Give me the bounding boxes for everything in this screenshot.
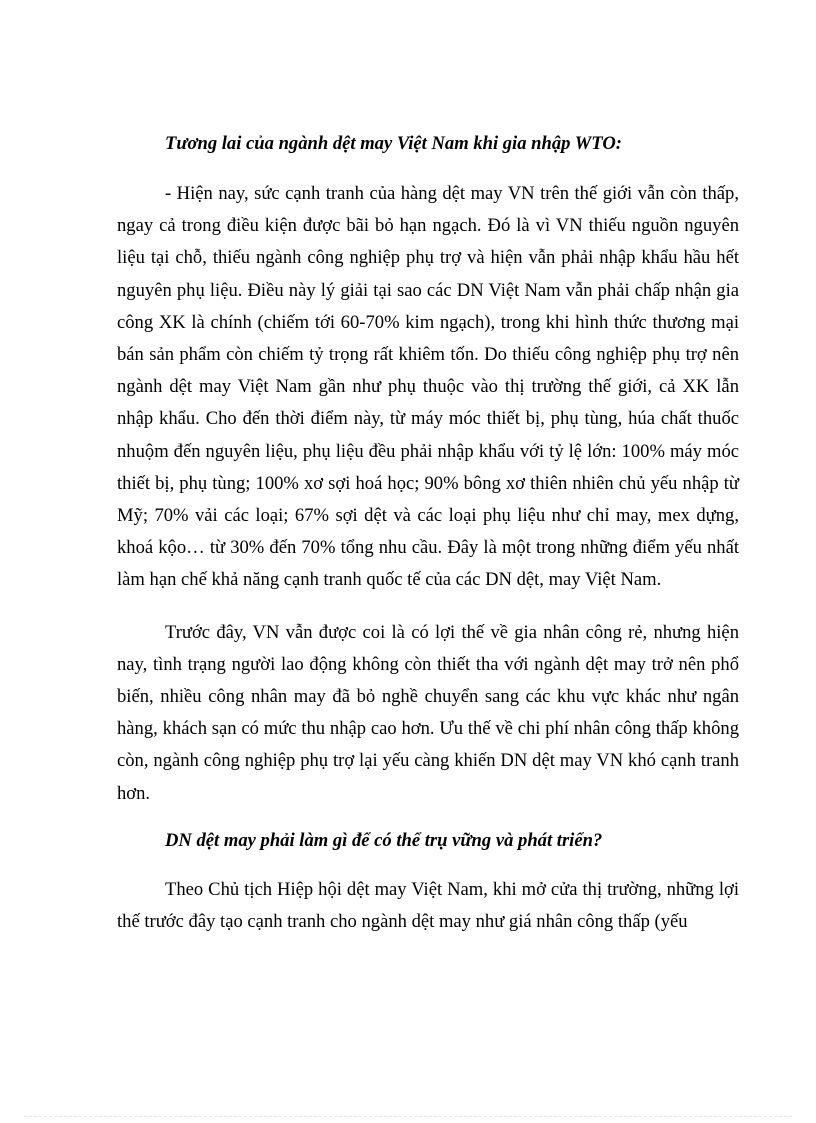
paragraph-labor-cost: Trước đây, VN vẫn được coi là có lợi thế về gia nhân công rẻ, nhưng hiện nay, tình trạng người lao động không còn thiết tha với ngành dệt may trở nên phổ biến, nhiều công nhân may đã bỏ nghề chuyển sang các khu vực khác như ngân hàng, khách sạn có mức thu nhập cao hơn. Ưu thế về chi phí nhân công thấp không còn, ngành công nghiệp phụ trợ lại yếu càng khiến DN dệt may VN khó cạnh tranh hơn. [117,621,739,804]
paragraph-association-chairman: Theo Chủ tịch Hiệp hội dệt may Việt Nam, khi mở cửa thị trường, những lợi thế trước đây tạo cạnh tranh cho ngành dệt may như giá nhân công thấp (yếu [117,878,739,933]
page-bottom-divider [24,1116,792,1117]
section-heading-wto-future: Tương lai của ngành dệt may Việt Nam khi gia nhập WTO: [165,133,622,154]
section-heading-what-to-do: DN dệt may phải làm gì để có thể trụ vững và phát triển? [165,829,603,851]
paragraph-competitiveness: - Hiện nay, sức cạnh tranh của hàng dệt may VN trên thế giới vẫn còn thấp, ngay cả trong điều kiện được bãi bỏ hạn ngạch. Đó là vì VN thiếu nguồn nguyên liệu tại chỗ, thiếu ngành công nghiệp phụ trợ và hiện vẫn phải nhập khẩu hầu hết nguyên phụ liệu. Điều này lý giải tại sao các DN Việt Nam vẫn phải chấp nhận gia công XK là chính (chiếm tới 60-70% kim ngạch), trong khi hình thức thương mại bán sản phẩm còn chiếm tỷ trọng rất khiêm tốn. Do thiếu công nghiệp phụ trợ nên ngành dệt may Việt Nam gần như phụ thuộc vào thị trường thế giới, cả XK lẫn nhập khẩu. Cho đến thời điểm này, từ máy móc thiết bị, phụ tùng, húa chất thuốc nhuộm đến nguyên liệu, phụ liệu đều phải nhập khẩu với tỷ lệ lớn: 100% máy móc thiết bị, phụ tùng; 100% xơ sợi hoá học; 90% bông xơ thiên nhiên chủ yếu nhập từ Mỹ; 70% vải các loại; 67% sợi dệt và các loại phụ liệu như chỉ may, mex dựng, khoá kộo… từ 30% đến 70% tổng nhu cầu. Đây là một trong những điểm yếu nhất làm hạn chế khả năng cạnh tranh quốc tế của các DN dệt, may Việt Nam. [117,183,739,591]
document-body [117,128,739,938]
